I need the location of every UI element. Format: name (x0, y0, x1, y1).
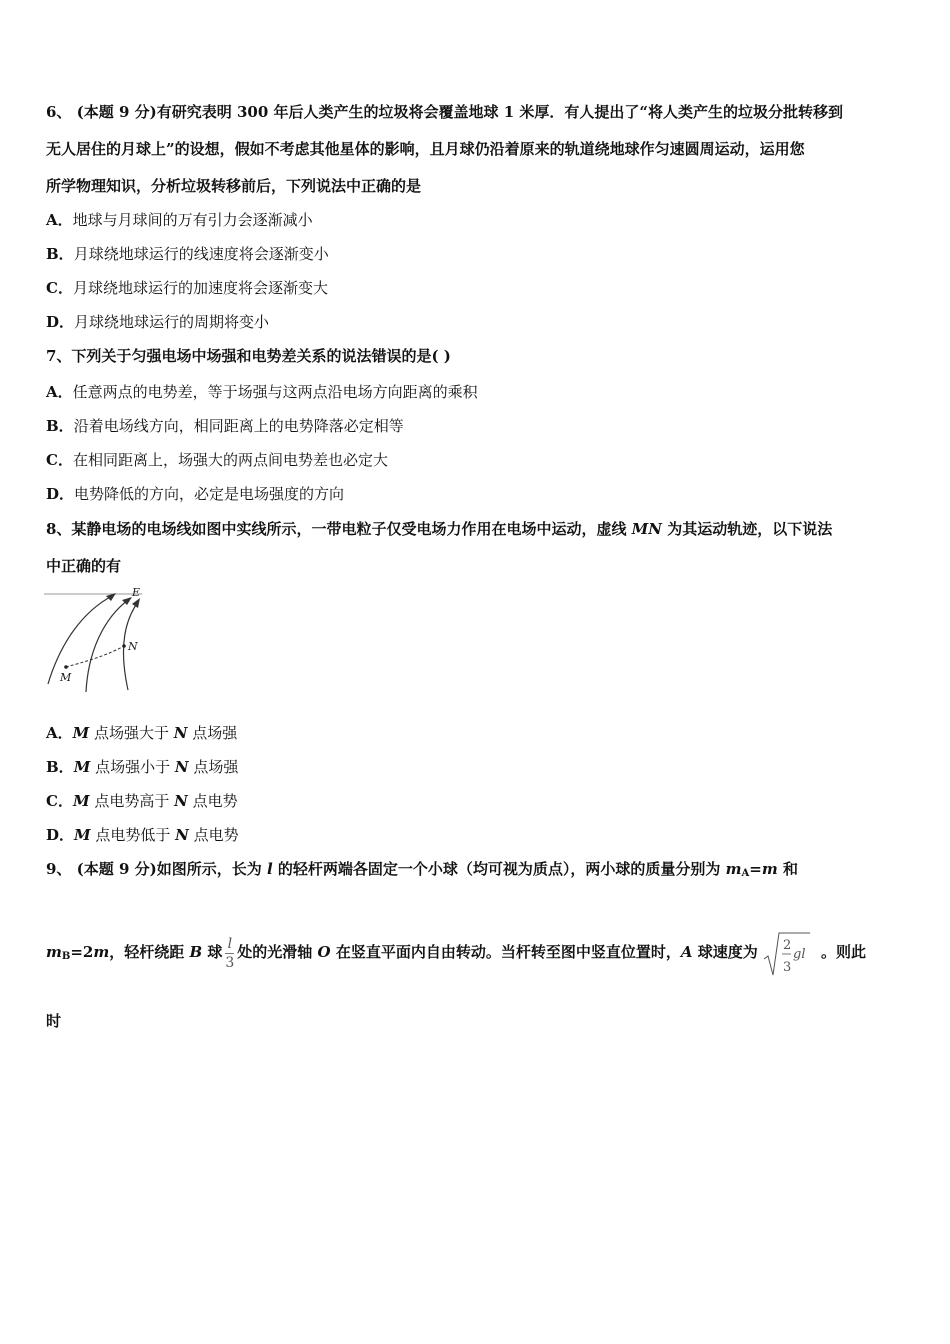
q9-text: 和 (777, 860, 798, 878)
q9-stem-line2 (46, 922, 866, 982)
var-l: l (266, 860, 273, 878)
option-key: B． (46, 245, 74, 263)
var-m: M (74, 826, 91, 844)
q8-option-b (46, 757, 238, 777)
q8-stem-part: 8、某静电场的电场线如图中实线所示，一带电粒子仅受电场力作用在电场中运动，虚线 (46, 520, 632, 538)
label-e: E (132, 586, 141, 599)
q9-text: 在竖直平面内自由转动。当杆转至图中竖直位置时， (330, 943, 681, 961)
q7-option-a (46, 382, 478, 402)
option-key: D． (46, 485, 75, 503)
var-m: m (93, 943, 110, 961)
q9-text: = (749, 860, 762, 878)
option-text: 任意两点的电势差，等于场强与这两点沿电场方向距离的乘积 (72, 383, 478, 401)
label-n: N (128, 640, 138, 653)
sqrt-expression (762, 923, 812, 983)
field-line-left (48, 596, 112, 684)
option-key: C． (46, 451, 73, 469)
q9-text: 。则此 (815, 943, 866, 961)
q6-option-a (46, 210, 313, 230)
subscript-a: A (741, 868, 750, 879)
option-text: 点电势 (188, 826, 239, 844)
fraction-l-over-3 (225, 935, 234, 972)
field-line-middle (86, 600, 128, 692)
q7-option-b (46, 416, 404, 436)
q7-stem: 7、下列关于匀强电场中场强和电势差关系的说法错误的是( ) (46, 347, 451, 365)
var-m: m (761, 860, 778, 878)
label-m: M (60, 671, 72, 684)
option-text: 点电势 (187, 792, 238, 810)
option-text: 点场强 (188, 758, 239, 776)
q9-stem-line3: 时 (46, 1012, 62, 1030)
sqrt-denominator: 3 (782, 960, 791, 975)
var-n: N (174, 792, 188, 810)
q8-stem-line1 (46, 519, 832, 539)
var-m: M (72, 724, 90, 742)
q9-stem-line1 (46, 859, 798, 884)
option-text: 月球绕地球运行的加速度将会逐渐变大 (72, 279, 328, 297)
sqrt-icon (762, 929, 812, 979)
option-text: 地球与月球间的万有引力会逐渐减小 (72, 211, 313, 229)
electric-field-figure (42, 584, 152, 696)
point-n-dot (122, 644, 126, 648)
q6-stem-line1: 6、 (本题 9 分)有研究表明 300 年后人类产生的垃圾将会覆盖地球 1 米厚．有人提出了“将人类产生的垃圾分批转移到 (46, 103, 844, 121)
q8-option-a (46, 723, 237, 743)
q8-option-c (46, 791, 238, 811)
q6-option-c (46, 278, 328, 298)
option-text: 沿着电场线方向，相同距离上的电势降落必定相等 (73, 417, 404, 435)
option-text: 点场强 (187, 724, 238, 742)
option-key: A． (46, 211, 73, 229)
option-key: D． (46, 826, 75, 844)
var-a: A (680, 943, 693, 961)
q8-stem-line2: 中正确的有 (46, 557, 122, 575)
sqrt-gl: gl (792, 947, 806, 962)
trajectory-dashed (66, 646, 124, 667)
q8-mn-label: MN (631, 520, 662, 538)
q9-text: 处的光滑轴 (237, 943, 318, 961)
q6-option-d (46, 312, 269, 332)
var-m-b: m (46, 943, 62, 961)
var-m: M (73, 758, 91, 776)
var-o: O (317, 943, 331, 961)
option-key: A． (46, 383, 73, 401)
fraction-numerator: l (225, 935, 234, 954)
q6-option-b (46, 244, 329, 264)
q9-text: ，轻杆绕距 (109, 943, 190, 961)
var-n: N (173, 724, 188, 742)
q9-text: 的轻杆两端各固定一个小球（均可视为质点），两小球的质量分别为 (272, 860, 726, 878)
option-text: 点电势高于 (89, 792, 175, 810)
q9-text: 9、 (本题 9 分)如图所示，长为 (46, 860, 267, 878)
option-key: C． (46, 279, 73, 297)
option-text: 点电势低于 (90, 826, 176, 844)
var-n: N (174, 758, 189, 776)
option-key: C． (46, 792, 73, 810)
option-text: 月球绕地球运行的周期将变小 (74, 313, 270, 331)
q6-stem-line3: 所学物理知识，分析垃圾转移前后，下列说法中正确的是 (46, 177, 422, 195)
option-text: 点场强大于 (89, 724, 174, 742)
option-key: D． (46, 313, 75, 331)
var-b: B (189, 943, 203, 961)
subscript-b: B (61, 951, 71, 962)
arrowhead-icon (132, 598, 140, 608)
q7-option-d (46, 484, 344, 504)
option-text: 电势降低的方向，必定是电场强度的方向 (74, 485, 345, 503)
option-text: 点场强小于 (90, 758, 175, 776)
var-n: N (175, 826, 189, 844)
option-text: 月球绕地球运行的线速度将会逐渐变小 (73, 245, 329, 263)
var-m: M (72, 792, 90, 810)
option-key: B． (46, 417, 74, 435)
option-text: 在相同距离上，场强大的两点间电势差也必定大 (72, 451, 388, 469)
q7-option-c (46, 450, 388, 470)
q8-option-d (46, 825, 239, 845)
q9-text: 球速度为 (692, 943, 758, 961)
q9-text: =2 (70, 943, 94, 961)
option-key: B． (46, 758, 74, 776)
option-key: A． (46, 724, 73, 742)
fraction-denominator: 3 (225, 954, 235, 971)
q8-stem-part: 为其运动轨迹，以下说法 (662, 520, 833, 538)
q9-text: 球 (202, 943, 223, 961)
q6-stem-line2: 无人居住的月球上”的设想，假如不考虑其他星体的影响，且月球仍沿着原来的轨道绕地球作匀速圆周运动，运用您 (46, 140, 805, 158)
var-m-a: m (725, 860, 742, 878)
sqrt-numerator: 2 (782, 938, 791, 953)
point-m-dot (64, 665, 68, 669)
